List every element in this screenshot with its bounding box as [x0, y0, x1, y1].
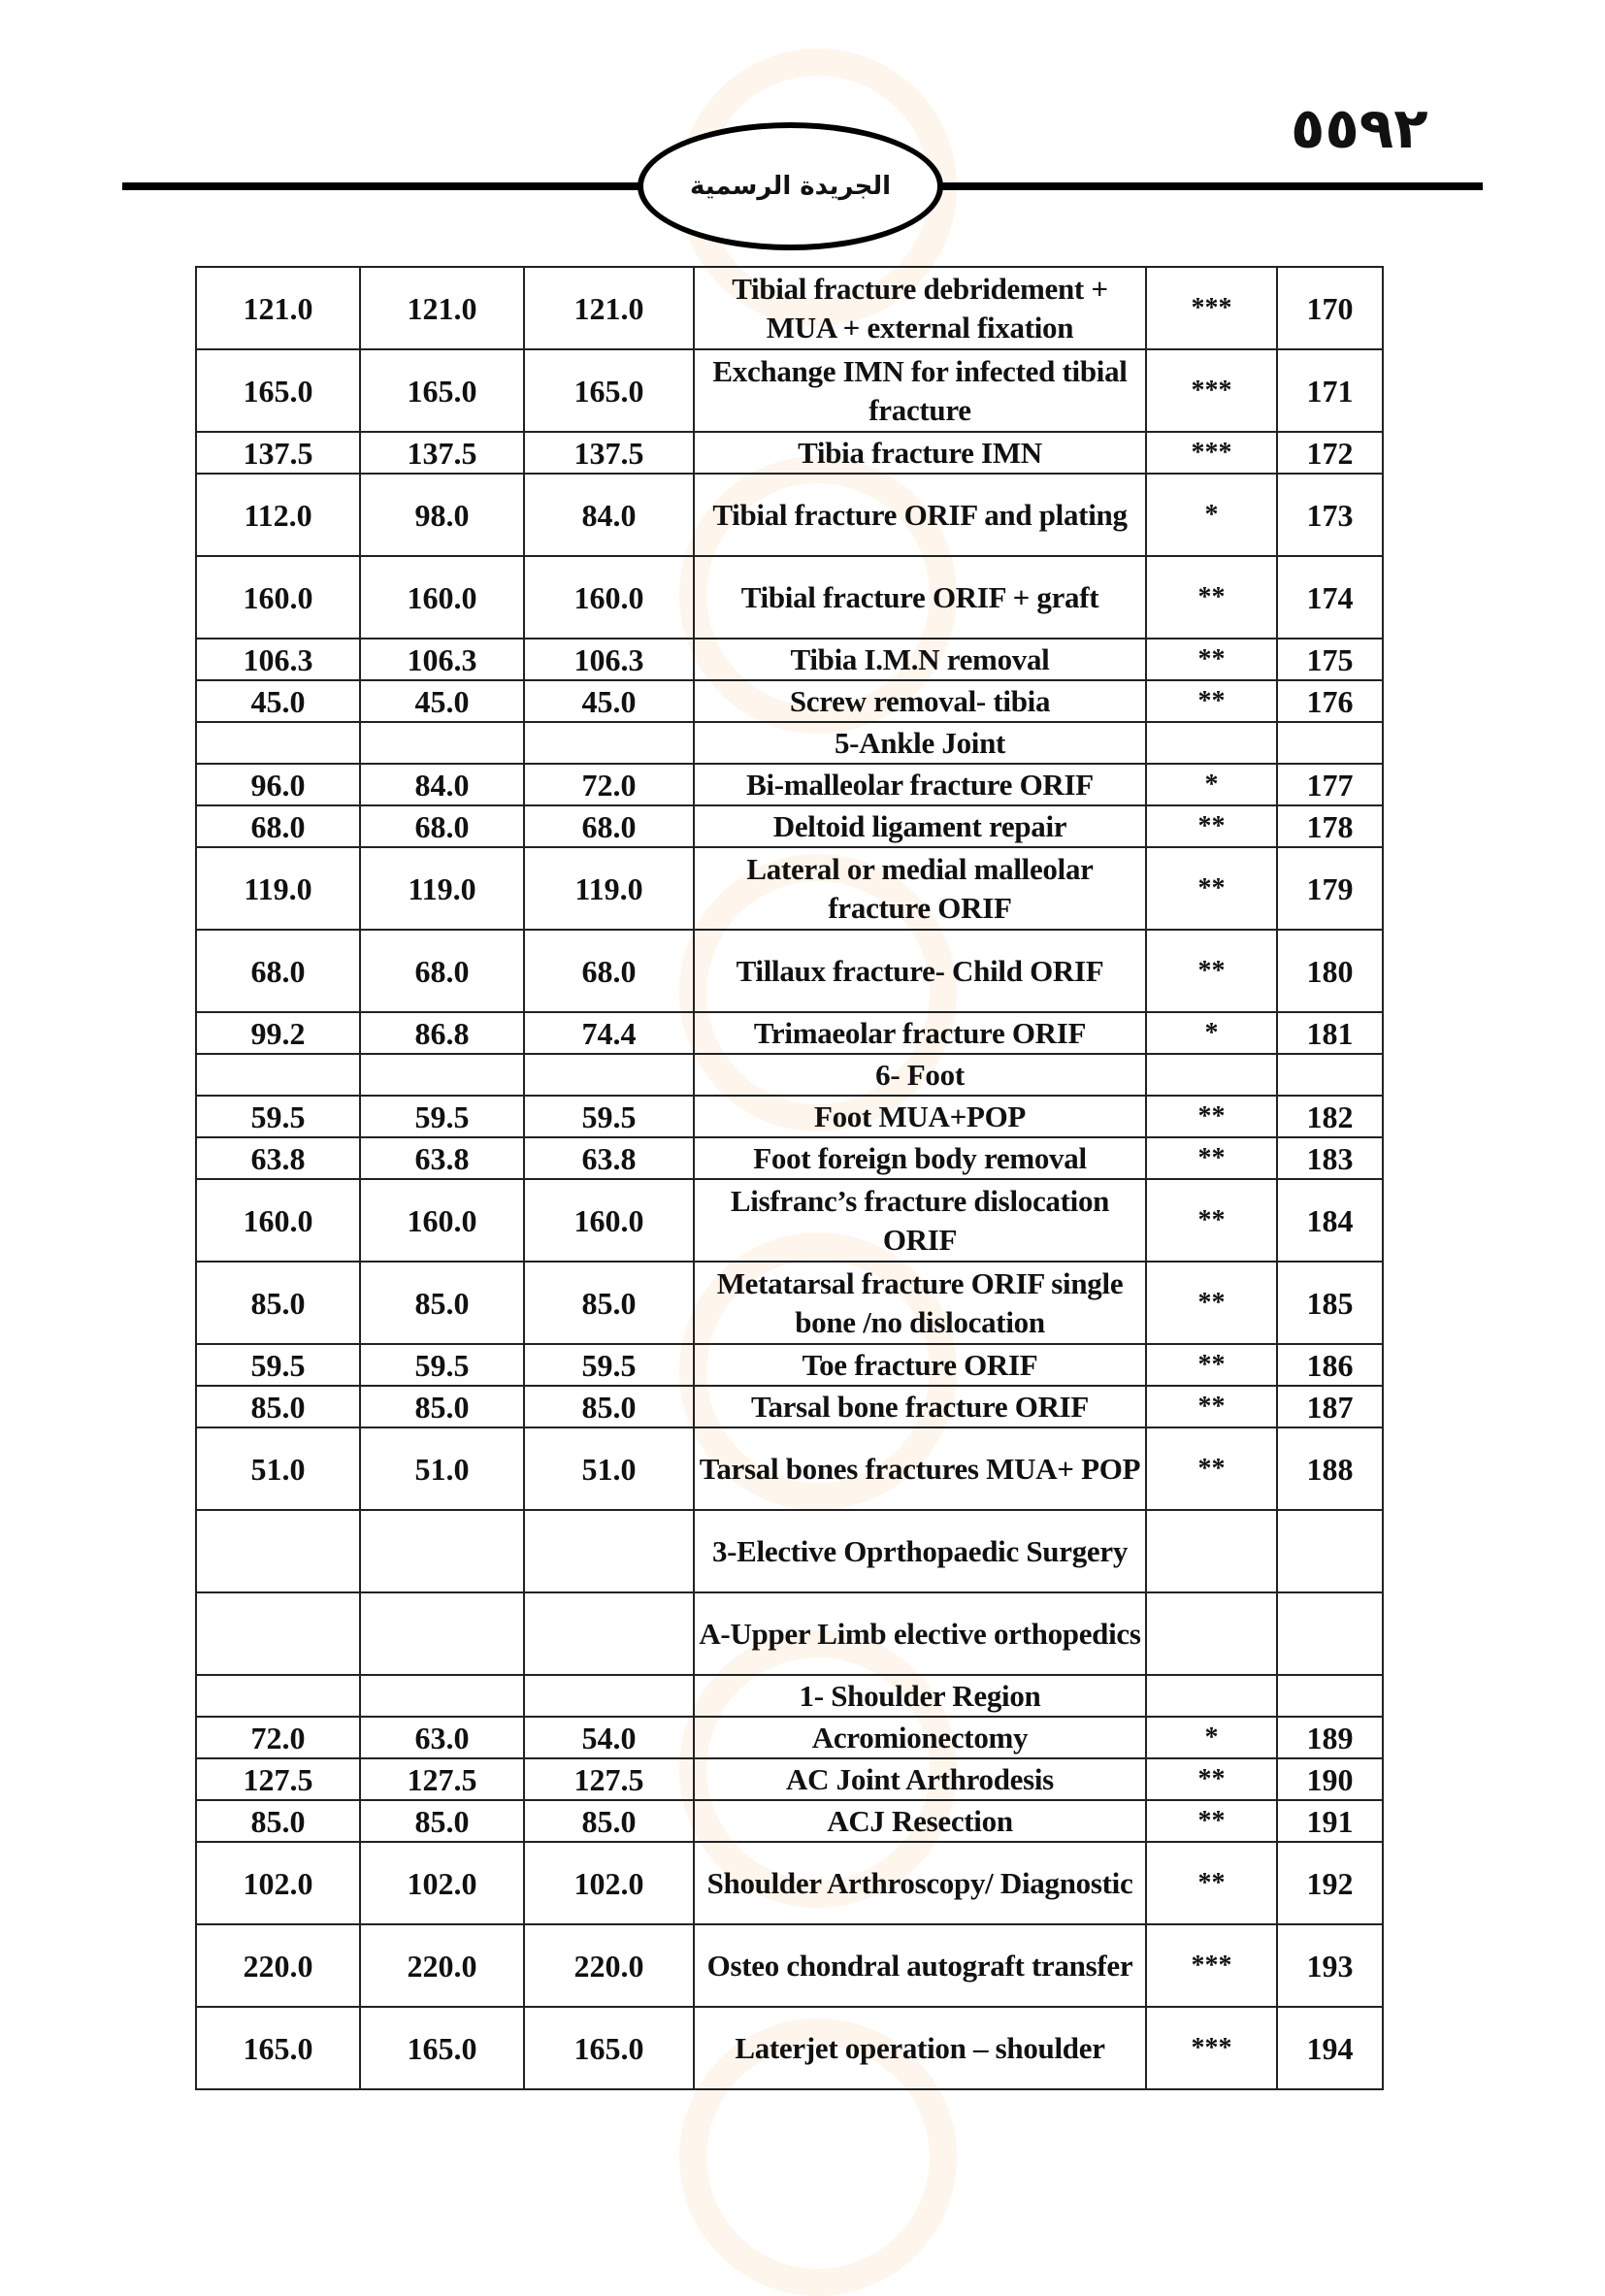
table-row	[196, 1096, 1383, 1137]
fee-column-3: 220.0	[524, 1924, 694, 2007]
fee-column-2: 119.0	[360, 847, 524, 930]
section-header-row	[196, 1054, 1383, 1096]
procedure-code: 190	[1277, 1758, 1383, 1800]
table-row	[196, 1800, 1383, 1842]
fee-column-3: 165.0	[524, 349, 694, 432]
procedure-code: 193	[1277, 1924, 1383, 2007]
fee-column-2: 63.0	[360, 1717, 524, 1758]
table-row	[196, 1924, 1383, 2007]
fee-column-2: 160.0	[360, 1179, 524, 1262]
fee-column-2: 59.5	[360, 1096, 524, 1137]
table-row	[196, 639, 1383, 680]
procedure-name: Foot MUA+POP	[694, 1096, 1146, 1137]
table-row	[196, 1012, 1383, 1054]
fee-column-1: 85.0	[196, 1386, 360, 1427]
table-row	[196, 1427, 1383, 1510]
grade-stars	[1146, 722, 1277, 764]
fee-column-2	[360, 1054, 524, 1096]
grade-stars	[1146, 1510, 1277, 1592]
grade-stars: **	[1146, 1137, 1277, 1179]
procedure-name: Trimaeolar fracture ORIF	[694, 1012, 1146, 1054]
fee-column-3: 84.0	[524, 474, 694, 556]
procedure-code: 187	[1277, 1386, 1383, 1427]
fee-column-2: 137.5	[360, 432, 524, 474]
fee-column-1: 102.0	[196, 1842, 360, 1924]
fee-column-3: 85.0	[524, 1800, 694, 1842]
procedure-name: Tibial fracture ORIF and plating	[694, 474, 1146, 556]
table-row	[196, 764, 1383, 805]
fee-column-3: 72.0	[524, 764, 694, 805]
grade-stars: ***	[1146, 349, 1277, 432]
procedure-code: 182	[1277, 1096, 1383, 1137]
table-row	[196, 432, 1383, 474]
fee-column-1: 112.0	[196, 474, 360, 556]
grade-stars: **	[1146, 847, 1277, 930]
procedure-code: 175	[1277, 639, 1383, 680]
table-row	[196, 556, 1383, 639]
fee-column-3: 127.5	[524, 1758, 694, 1800]
fee-column-1: 220.0	[196, 1924, 360, 2007]
procedure-name: 3-Elective Oprthopaedic Surgery	[694, 1510, 1146, 1592]
fee-column-3: 137.5	[524, 432, 694, 474]
fee-column-2	[360, 1592, 524, 1675]
fee-column-2: 165.0	[360, 349, 524, 432]
table-row	[196, 1262, 1383, 1344]
grade-stars: ***	[1146, 2007, 1277, 2089]
procedure-name: Tibial fracture debridement + MUA + external fixation	[694, 267, 1146, 349]
table-row	[196, 1344, 1383, 1386]
grade-stars: *	[1146, 1012, 1277, 1054]
procedure-name: Tibia fracture IMN	[694, 432, 1146, 474]
grade-stars	[1146, 1054, 1277, 1096]
procedure-name: Tarsal bone fracture ORIF	[694, 1386, 1146, 1427]
fee-column-3: 54.0	[524, 1717, 694, 1758]
procedure-code	[1277, 1592, 1383, 1675]
fee-column-2: 86.8	[360, 1012, 524, 1054]
grade-stars: **	[1146, 1758, 1277, 1800]
section-header-row	[196, 1675, 1383, 1717]
procedure-code: 178	[1277, 805, 1383, 847]
fee-column-3: 119.0	[524, 847, 694, 930]
fee-column-2: 85.0	[360, 1800, 524, 1842]
fee-column-1: 68.0	[196, 805, 360, 847]
page-number: ٥٥٩٢	[1291, 95, 1428, 161]
fee-column-3: 106.3	[524, 639, 694, 680]
fee-column-1: 160.0	[196, 1179, 360, 1262]
fee-column-3: 165.0	[524, 2007, 694, 2089]
fee-column-1: 85.0	[196, 1800, 360, 1842]
grade-stars: *	[1146, 474, 1277, 556]
fee-column-1: 96.0	[196, 764, 360, 805]
procedure-code: 186	[1277, 1344, 1383, 1386]
fee-column-3: 59.5	[524, 1096, 694, 1137]
procedure-name: Deltoid ligament repair	[694, 805, 1146, 847]
table-row	[196, 680, 1383, 722]
fee-column-1: 106.3	[196, 639, 360, 680]
procedure-code: 185	[1277, 1262, 1383, 1344]
grade-stars: **	[1146, 1427, 1277, 1510]
fee-column-3: 85.0	[524, 1386, 694, 1427]
fee-column-2: 220.0	[360, 1924, 524, 2007]
section-header-row	[196, 722, 1383, 764]
grade-stars: **	[1146, 680, 1277, 722]
fee-column-3: 160.0	[524, 556, 694, 639]
grade-stars	[1146, 1675, 1277, 1717]
fee-column-1: 68.0	[196, 930, 360, 1012]
table-row	[196, 474, 1383, 556]
fee-column-1: 59.5	[196, 1344, 360, 1386]
procedure-name: 1- Shoulder Region	[694, 1675, 1146, 1717]
procedure-name: 6- Foot	[694, 1054, 1146, 1096]
procedure-code: 174	[1277, 556, 1383, 639]
table-row	[196, 1758, 1383, 1800]
fee-column-2: 160.0	[360, 556, 524, 639]
fee-column-2: 102.0	[360, 1842, 524, 1924]
grade-stars: ***	[1146, 267, 1277, 349]
fee-column-3: 63.8	[524, 1137, 694, 1179]
procedure-name: Exchange IMN for infected tibial fracture	[694, 349, 1146, 432]
fee-column-2: 98.0	[360, 474, 524, 556]
procedure-code: 171	[1277, 349, 1383, 432]
procedure-name: Acromionectomy	[694, 1717, 1146, 1758]
procedure-code: 179	[1277, 847, 1383, 930]
fee-column-1: 160.0	[196, 556, 360, 639]
grade-stars: **	[1146, 1262, 1277, 1344]
grade-stars: ***	[1146, 1924, 1277, 2007]
procedure-name: Bi-malleolar fracture ORIF	[694, 764, 1146, 805]
fee-column-3	[524, 1510, 694, 1592]
grade-stars: **	[1146, 556, 1277, 639]
fee-column-2: 165.0	[360, 2007, 524, 2089]
procedure-code	[1277, 1675, 1383, 1717]
table-row	[196, 1386, 1383, 1427]
fee-table	[195, 266, 1384, 2090]
table-row	[196, 847, 1383, 930]
section-header-row	[196, 1510, 1383, 1592]
procedure-name: A-Upper Limb elective orthopedics	[694, 1592, 1146, 1675]
fee-column-2	[360, 1675, 524, 1717]
procedure-code: 188	[1277, 1427, 1383, 1510]
fee-column-3: 160.0	[524, 1179, 694, 1262]
fee-column-1	[196, 1592, 360, 1675]
fee-column-3: 102.0	[524, 1842, 694, 1924]
procedure-code: 189	[1277, 1717, 1383, 1758]
fee-column-3: 59.5	[524, 1344, 694, 1386]
procedure-code: 191	[1277, 1800, 1383, 1842]
procedure-name: 5-Ankle Joint	[694, 722, 1146, 764]
procedure-code: 184	[1277, 1179, 1383, 1262]
procedure-name: Tibia I.M.N removal	[694, 639, 1146, 680]
fee-column-3: 45.0	[524, 680, 694, 722]
procedure-name: Tibial fracture ORIF + graft	[694, 556, 1146, 639]
procedure-code: 177	[1277, 764, 1383, 805]
procedure-code	[1277, 722, 1383, 764]
fee-column-2: 84.0	[360, 764, 524, 805]
fee-column-2: 85.0	[360, 1262, 524, 1344]
grade-stars: **	[1146, 1386, 1277, 1427]
table-row	[196, 267, 1383, 349]
procedure-name: Screw removal- tibia	[694, 680, 1146, 722]
fee-column-1: 121.0	[196, 267, 360, 349]
table-row	[196, 1717, 1383, 1758]
fee-column-1: 165.0	[196, 2007, 360, 2089]
grade-stars: **	[1146, 639, 1277, 680]
fee-column-2: 121.0	[360, 267, 524, 349]
table-row	[196, 1179, 1383, 1262]
fee-column-2	[360, 722, 524, 764]
fee-column-2: 85.0	[360, 1386, 524, 1427]
table-row	[196, 1137, 1383, 1179]
grade-stars: **	[1146, 805, 1277, 847]
fee-column-1: 127.5	[196, 1758, 360, 1800]
table-row	[196, 1842, 1383, 1924]
grade-stars: ***	[1146, 432, 1277, 474]
procedure-code: 183	[1277, 1137, 1383, 1179]
fee-column-3: 74.4	[524, 1012, 694, 1054]
procedure-name: Foot foreign body removal	[694, 1137, 1146, 1179]
fee-column-2: 63.8	[360, 1137, 524, 1179]
fee-column-1: 85.0	[196, 1262, 360, 1344]
fee-column-1: 99.2	[196, 1012, 360, 1054]
grade-stars: **	[1146, 1096, 1277, 1137]
procedure-name: Osteo chondral autograft transfer	[694, 1924, 1146, 2007]
fee-column-1	[196, 1675, 360, 1717]
fee-column-1: 45.0	[196, 680, 360, 722]
procedure-code: 181	[1277, 1012, 1383, 1054]
fee-column-2: 68.0	[360, 930, 524, 1012]
fee-table-body	[196, 267, 1383, 2089]
grade-stars: **	[1146, 1842, 1277, 1924]
fee-column-3: 68.0	[524, 930, 694, 1012]
procedure-name: Metatarsal fracture ORIF single bone /no dislocation	[694, 1262, 1146, 1344]
procedure-name: Lisfranc’s fracture dislocation ORIF	[694, 1179, 1146, 1262]
procedure-code: 194	[1277, 2007, 1383, 2089]
procedure-name: AC Joint Arthrodesis	[694, 1758, 1146, 1800]
procedure-name: Lateral or medial malleolar fracture ORIF	[694, 847, 1146, 930]
fee-column-1	[196, 722, 360, 764]
grade-stars: **	[1146, 1344, 1277, 1386]
procedure-code: 173	[1277, 474, 1383, 556]
procedure-code: 176	[1277, 680, 1383, 722]
grade-stars: **	[1146, 1179, 1277, 1262]
fee-column-1: 51.0	[196, 1427, 360, 1510]
procedure-code: 192	[1277, 1842, 1383, 1924]
fee-column-1: 119.0	[196, 847, 360, 930]
table-row	[196, 2007, 1383, 2089]
gazette-title: الجريدة الرسمية	[690, 172, 891, 201]
fee-column-1: 72.0	[196, 1717, 360, 1758]
fee-column-3	[524, 1054, 694, 1096]
procedure-name: Toe fracture ORIF	[694, 1344, 1146, 1386]
procedure-name: Tarsal bones fractures MUA+ POP	[694, 1427, 1146, 1510]
grade-stars: **	[1146, 930, 1277, 1012]
fee-column-1: 137.5	[196, 432, 360, 474]
fee-column-2	[360, 1510, 524, 1592]
fee-column-3: 121.0	[524, 267, 694, 349]
grade-stars: *	[1146, 1717, 1277, 1758]
fee-column-2: 106.3	[360, 639, 524, 680]
gazette-title-oval	[638, 122, 943, 250]
fee-column-1: 59.5	[196, 1096, 360, 1137]
fee-column-3	[524, 722, 694, 764]
fee-column-1: 165.0	[196, 349, 360, 432]
table-row	[196, 349, 1383, 432]
procedure-name: Laterjet operation – shoulder	[694, 2007, 1146, 2089]
fee-column-2: 68.0	[360, 805, 524, 847]
fee-column-1: 63.8	[196, 1137, 360, 1179]
procedure-code: 172	[1277, 432, 1383, 474]
fee-column-3: 85.0	[524, 1262, 694, 1344]
fee-column-3: 51.0	[524, 1427, 694, 1510]
fee-column-2: 51.0	[360, 1427, 524, 1510]
section-header-row	[196, 1592, 1383, 1675]
table-row	[196, 930, 1383, 1012]
table-row	[196, 805, 1383, 847]
fee-column-2: 45.0	[360, 680, 524, 722]
procedure-code: 170	[1277, 267, 1383, 349]
fee-column-2: 59.5	[360, 1344, 524, 1386]
grade-stars: **	[1146, 1800, 1277, 1842]
fee-column-3: 68.0	[524, 805, 694, 847]
fee-column-3	[524, 1592, 694, 1675]
procedure-code: 180	[1277, 930, 1383, 1012]
grade-stars	[1146, 1592, 1277, 1675]
fee-column-2: 127.5	[360, 1758, 524, 1800]
grade-stars: *	[1146, 764, 1277, 805]
fee-column-1	[196, 1510, 360, 1592]
fee-column-3	[524, 1675, 694, 1717]
procedure-code	[1277, 1510, 1383, 1592]
procedure-code	[1277, 1054, 1383, 1096]
procedure-name: Tillaux fracture- Child ORIF	[694, 930, 1146, 1012]
procedure-name: Shoulder Arthroscopy/ Diagnostic	[694, 1842, 1146, 1924]
fee-column-1	[196, 1054, 360, 1096]
procedure-name: ACJ Resection	[694, 1800, 1146, 1842]
